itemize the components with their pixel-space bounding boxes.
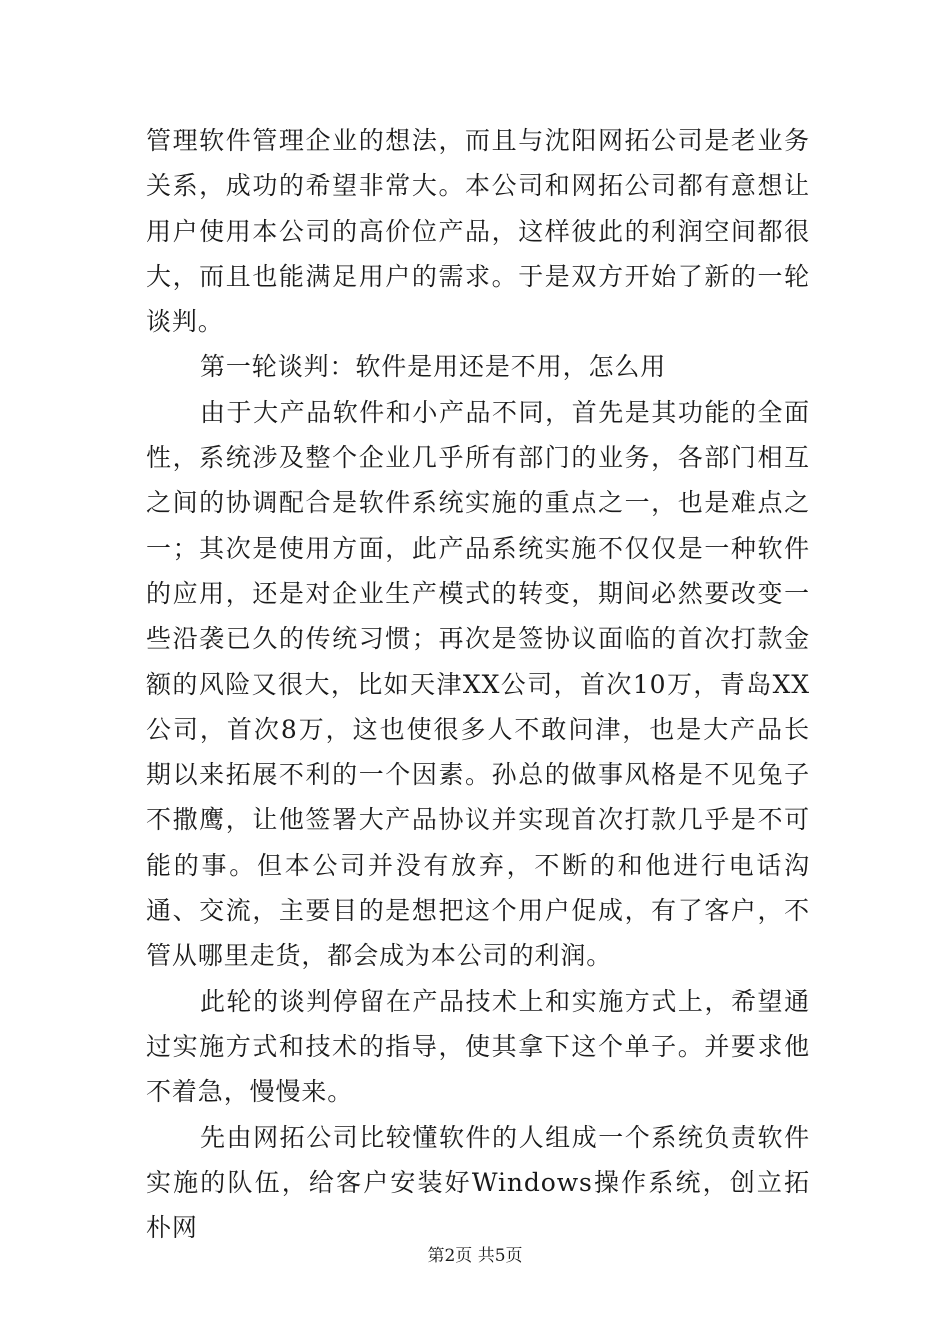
document-body: [146, 118, 810, 1250]
page-footer: 第2页 共5页: [427, 1246, 523, 1266]
paragraph-2: 由于大产品软件和小产品不同，首先是其功能的全面性，系统涉及整个企业几乎所有部门的业务，各部门相互之间的协调配合是软件系统实施的重点之一，也是难点之一；其次是使用方面，此产品系统实施不仅仅是一种软件的应用，还是对企业生产模式的转变，期间必然要改变一些沿袭已久的传统习惯；再次是签协议面临的首次打款金额的风险又很大，比如天津XX公司，首次10万，青岛XX公司，首次8万，这也使很多人不敢问津，也是大产品长期以来拓展不利的一个因素。孙总的做事风格是不见兔子不撒鹰，让他签署大产品协议并实现首次打款几乎是不可能的事。但本公司并没有放弃，不断的和他进行电话沟通、交流，主要目的是想把这个用户促成，有了客户，不管从哪里走货，都会成为本公司的利润。: [146, 397, 810, 971]
paragraph-3: 此轮的谈判停留在产品技术上和实施方式上，希望通过实施方式和技术的指导，使其拿下这个单子。并要求他不着急，慢慢来。: [146, 986, 810, 1107]
paragraph-4: 先由网拓公司比较懂软件的人组成一个系统负责软件实施的队伍，给客户安装好Windows操作系统，创立拓朴网: [146, 1122, 810, 1243]
paragraph-1: 管理软件管理企业的想法，而且与沈阳网拓公司是老业务关系，成功的希望非常大。本公司和网拓公司都有意想让用户使用本公司的高价位产品，这样彼此的利润空间都很大，而且也能满足用户的需求。于是双方开始了新的一轮谈判。: [146, 126, 810, 337]
section-heading-round-one: 第一轮谈判：软件是用还是不用，怎么用: [200, 352, 667, 382]
